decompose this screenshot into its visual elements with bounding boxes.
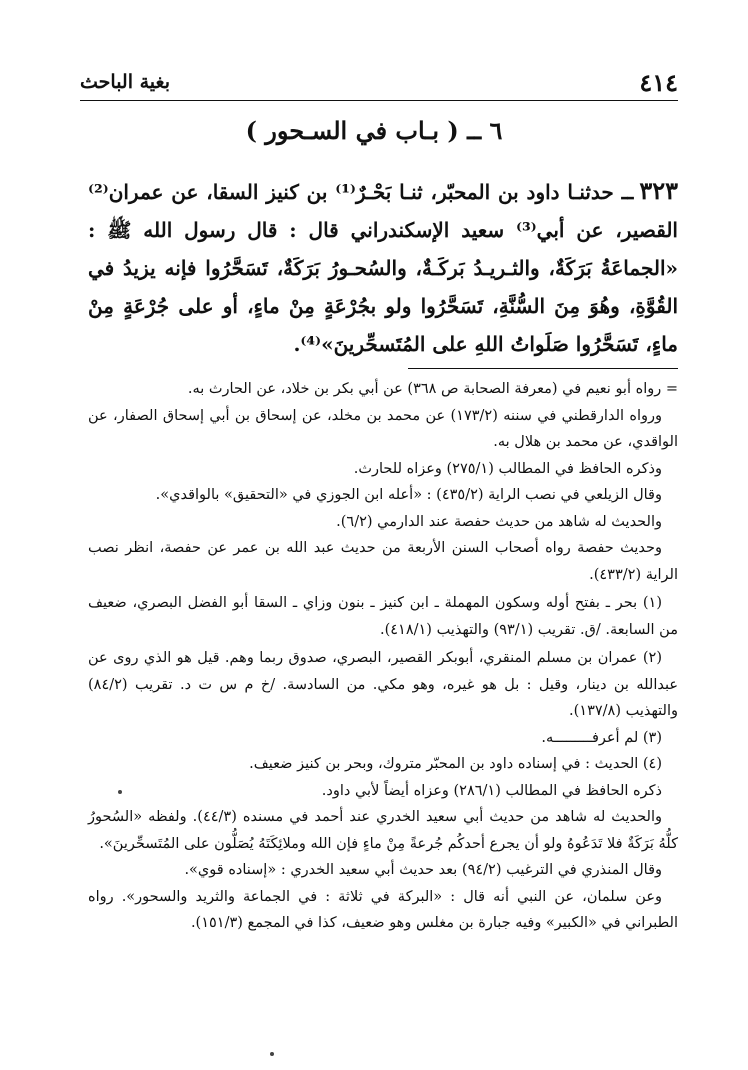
footnote-3: (٣) لم أعرفـــــــــه.	[541, 729, 662, 746]
footnote-paragraph: وحديث حفصة رواه أصحاب السنن الأربعة من حديث عبد الله بن عمر عن حفصة، انظر نصب الراية (٤٣٣/٢).	[88, 540, 678, 583]
hadith-number: ٣٢٣	[639, 176, 678, 205]
scan-speck	[270, 1052, 274, 1056]
page-number: ٤١٤	[639, 67, 678, 97]
footnote-4: (٤) الحديث : في إسناده داود بن المحبّر متروك، وبحر بن كنيز ضعيف.	[249, 756, 662, 772]
chapter-heading: ٦ ــ ( بـاب في السـحور )	[245, 116, 503, 145]
page-header	[80, 64, 678, 101]
hadith-body: ــ حدثنـا داود بن المحبّر، ثنـا بَحْـرٌ⁽¹⁾ بن كنيز السقا، عن عمران⁽²⁾ القصير، عن أبي⁽³⁾ سعيد الإسكندراني قال : قال رسول الله ﷺ : «الجماعَةُ بَرَكَةٌ، والثـريـدُ بَركَـةٌ، والسُحـورُ بَرَكَةٌ، تَسَحَّرُوا فإنه يزيدُ في القُوَّةِ، وهُوَ مِنَ السُّنَّةِ، تَسَحَّرُوا ولو بجُرْعَةٍ مِنْ ماءٍ، أو على جُرْعَةٍ مِنْ ماءٍ، تَسَحَّرُوا صَلَواتُ اللهِ على المُتَسحِّرينَ»⁽⁴⁾.	[88, 180, 678, 356]
footnote-2: (٢) عمران بن مسلم المنقري، أبوبكر القصير، البصري، صدوق ربما وهم. قيل هو الذي روى عن عبدالله بن دينار، وقيل : بل هو غيره، وهو مكي. من السادسة. /خ م س ت د. تقريب (٨٤/٢) والتهذيب (١٣٧/٨).	[88, 650, 678, 719]
hadith-text-block	[88, 172, 678, 363]
footnote-continuation: = رواه أبو نعيم في (معرفة الصحابة ص ٣٦٨) عن أبي بكر بن خلاد، عن الحارث به.	[187, 381, 678, 397]
footnote-paragraph: ورواه الدارقطني في سننه (١٧٣/٢) عن محمد بن مخلد، عن إسحاق بن أبي إسحاق الصفار، عن الواقدي، عن محمد بن هلال به.	[88, 407, 678, 450]
footnote-paragraph: ذكره الحافظ في المطالب (٢٨٦/١) وعزاه أيضاً لأبي داود.	[321, 782, 662, 799]
footnote-paragraph: وقال الزيلعي في نصب الراية (٤٣٥/٢) : «أعله ابن الجوزي في «التحقيق» بالواقدي».	[155, 487, 662, 503]
footnotes	[88, 376, 678, 937]
footnote-paragraph: وعن سلمان، عن النبي أنه قال : «البركة في ثلاثة : في الجماعة والثريد والسحور». رواه الطبراني في «الكبير» وفيه جبارة بن مغلس وهو ضعيف، كذا في المجمع (١٥١/٣).	[88, 888, 678, 931]
footnote-1: (١) بحر ـ بفتح أوله وسكون المهملة ـ ابن كنيز ـ بنون وزاي ـ السقا أبو الفضل البصري، ضعيف من السابعة. /ق. تقريب (٩٣/١) والتهذيب (٤١٨/١).	[88, 595, 678, 638]
footnote-paragraph: والحديث له شاهد من حديث أبي سعيد الخدري عند أحمد في مسنده (٤٤/٣). ولفظه «السُحورُ كلُّهُ بَرَكَةٌ فلا تَدَعُوهُ ولو أن يجرع أحدكُم جُرعةً مِنْ ماءٍ فإن الله وملائِكَتَهُ يُصَلُّون على المُتَسحِّرينَ».	[88, 809, 678, 852]
footnote-paragraph: وقال المنذري في الترغيب (٩٤/٢) بعد حديث أبي سعيد الخدري : «إسناده قوي».	[184, 862, 662, 878]
footnote-paragraph: وذكره الحافظ في المطالب (٢٧٥/١) وعزاه للحارث.	[353, 460, 662, 477]
running-title: بغية الباحث	[80, 71, 170, 93]
footnote-paragraph: والحديث له شاهد من حديث حفصة عند الدارمي (٦/٢).	[336, 513, 662, 530]
scan-speck	[118, 790, 122, 794]
footnote-separator	[408, 368, 678, 369]
